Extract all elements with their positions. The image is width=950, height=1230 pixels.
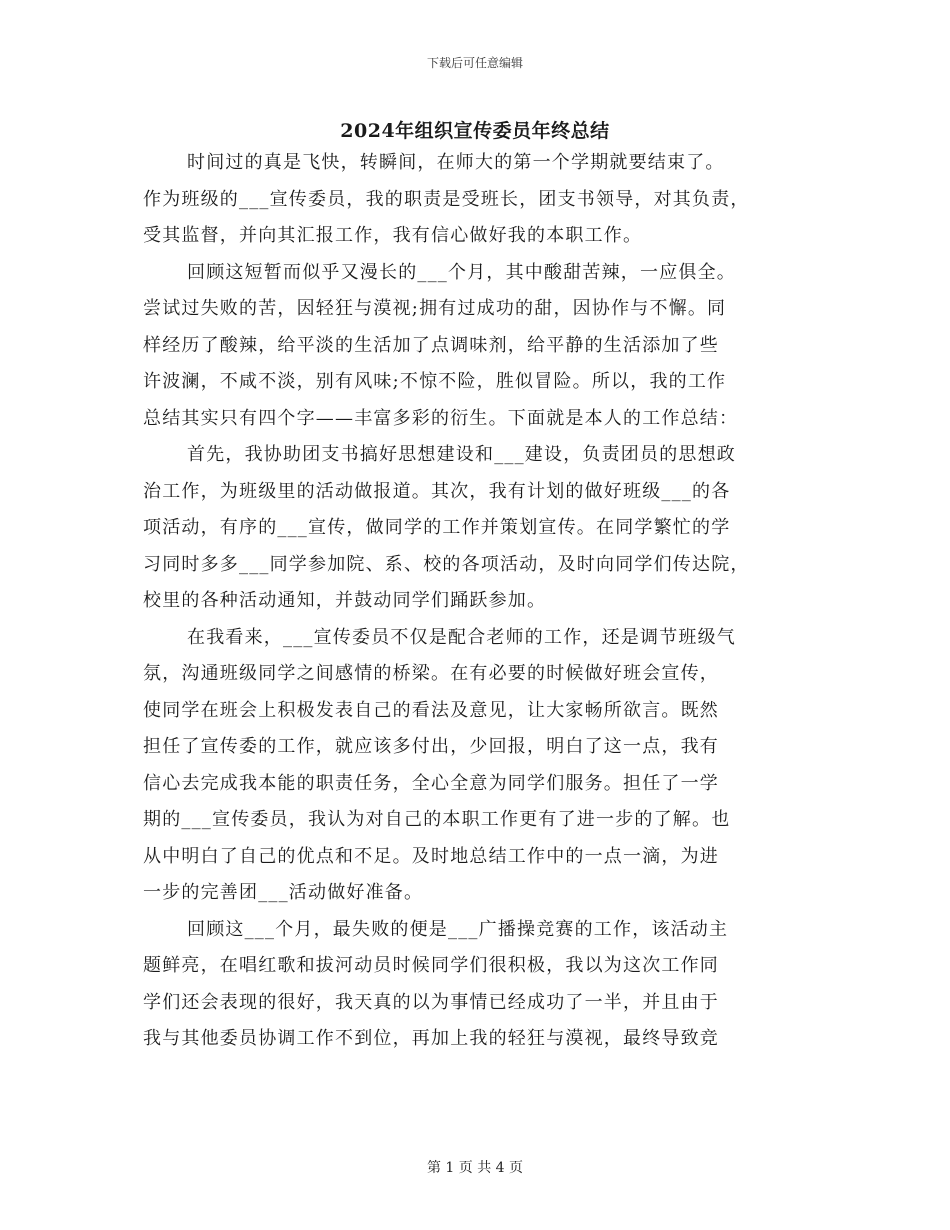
page-number: 第 1 页 共 4 页: [426, 1160, 524, 1176]
paragraph-line: 使同学在班会上积极发表自己的看法及意见，让大家畅所欲言。既然: [143, 699, 719, 721]
paragraph-line: 习同时多多___同学参加院、系、校的各项活动，及时向同学们传达院，: [143, 553, 750, 575]
paragraph-line: 氛，沟通班级同学之间感情的桥梁。在有必要的时候做好班会宣传，: [143, 663, 719, 684]
paragraph-line: 回顾这短暂而似乎又漫长的___个月，其中酸甜苦辣，一应俱全。: [187, 261, 736, 283]
paragraph-line: 样经历了酸辣，给平淡的生活加了点调味剂，给平静的生活添加了些: [143, 334, 719, 356]
paragraph-line: 首先，我协助团支书搞好思想建设和___建设，负责团员的思想政: [187, 444, 736, 465]
paragraph-line: 总结其实只有四个字——丰富多彩的衍生。下面就是本人的工作总结：: [143, 407, 739, 429]
paragraph-line: 我与其他委员协调工作不到位，再加上我的轻狂与漠视，最终导致竞: [143, 1028, 719, 1049]
paragraph-line: 从中明白了自己的优点和不足。及时地总结工作中的一点一滴，为进: [143, 845, 719, 867]
paragraph-line: 期的___宣传委员，我认为对自己的本职工作更有了进一步的了解。也: [143, 809, 731, 830]
document-body: [143, 145, 823, 1058]
paragraph-line: 信心去完成我本能的职责任务，全心全意为同学们服务。担任了一学: [143, 772, 719, 794]
document-title: 2024年组织宣传委员年终总结: [340, 120, 610, 142]
paragraph-line: 在我看来，___宣传委员不仅是配合老师的工作，还是调节班级气: [187, 626, 736, 648]
paragraph-line: 题鲜亮，在唱红歌和拔河动员时候同学们很积极，我以为这次工作同: [143, 955, 719, 976]
paragraph-line: 作为班级的___宣传委员，我的职责是受班长，团支书领导，对其负责，: [143, 188, 750, 210]
paragraph-line: 受其监督，并向其汇报工作，我有信心做好我的本职工作。: [143, 225, 643, 246]
paragraph-line: 一步的完善团___活动做好准备。: [143, 882, 424, 903]
paragraph-line: 学们还会表现的很好，我天真的以为事情已经成功了一半，并且由于: [143, 991, 719, 1013]
paragraph-line: 尝试过失败的苦，因轻狂与漠视;拥有过成功的甜，因协作与不懈。同: [143, 298, 727, 319]
paragraph-line: 回顾这___个月，最失败的便是___广播操竞赛的工作，该活动主: [187, 918, 729, 940]
paragraph-line: 治工作，为班级里的活动做报道。其次，我有计划的做好班级___的各: [143, 480, 731, 502]
paragraph-line: 担任了宣传委的工作，就应该多付出，少回报，明白了这一点，我有: [143, 736, 719, 757]
paragraph-line: 项活动，有序的___宣传，做同学的工作并策划宣传。在同学繁忙的学: [143, 517, 731, 538]
page-header-note: 下载后可任意编辑: [426, 56, 523, 70]
paragraph-line: 许波澜，不咸不淡，别有风味;不惊不险，胜似冒险。所以，我的工作: [143, 371, 727, 392]
paragraph-line: 校里的各种活动通知，并鼓动同学们踊跃参加。: [143, 590, 547, 611]
paragraph-line: 时间过的真是飞快，转瞬间，在师大的第一个学期就要结束了。: [187, 152, 725, 173]
